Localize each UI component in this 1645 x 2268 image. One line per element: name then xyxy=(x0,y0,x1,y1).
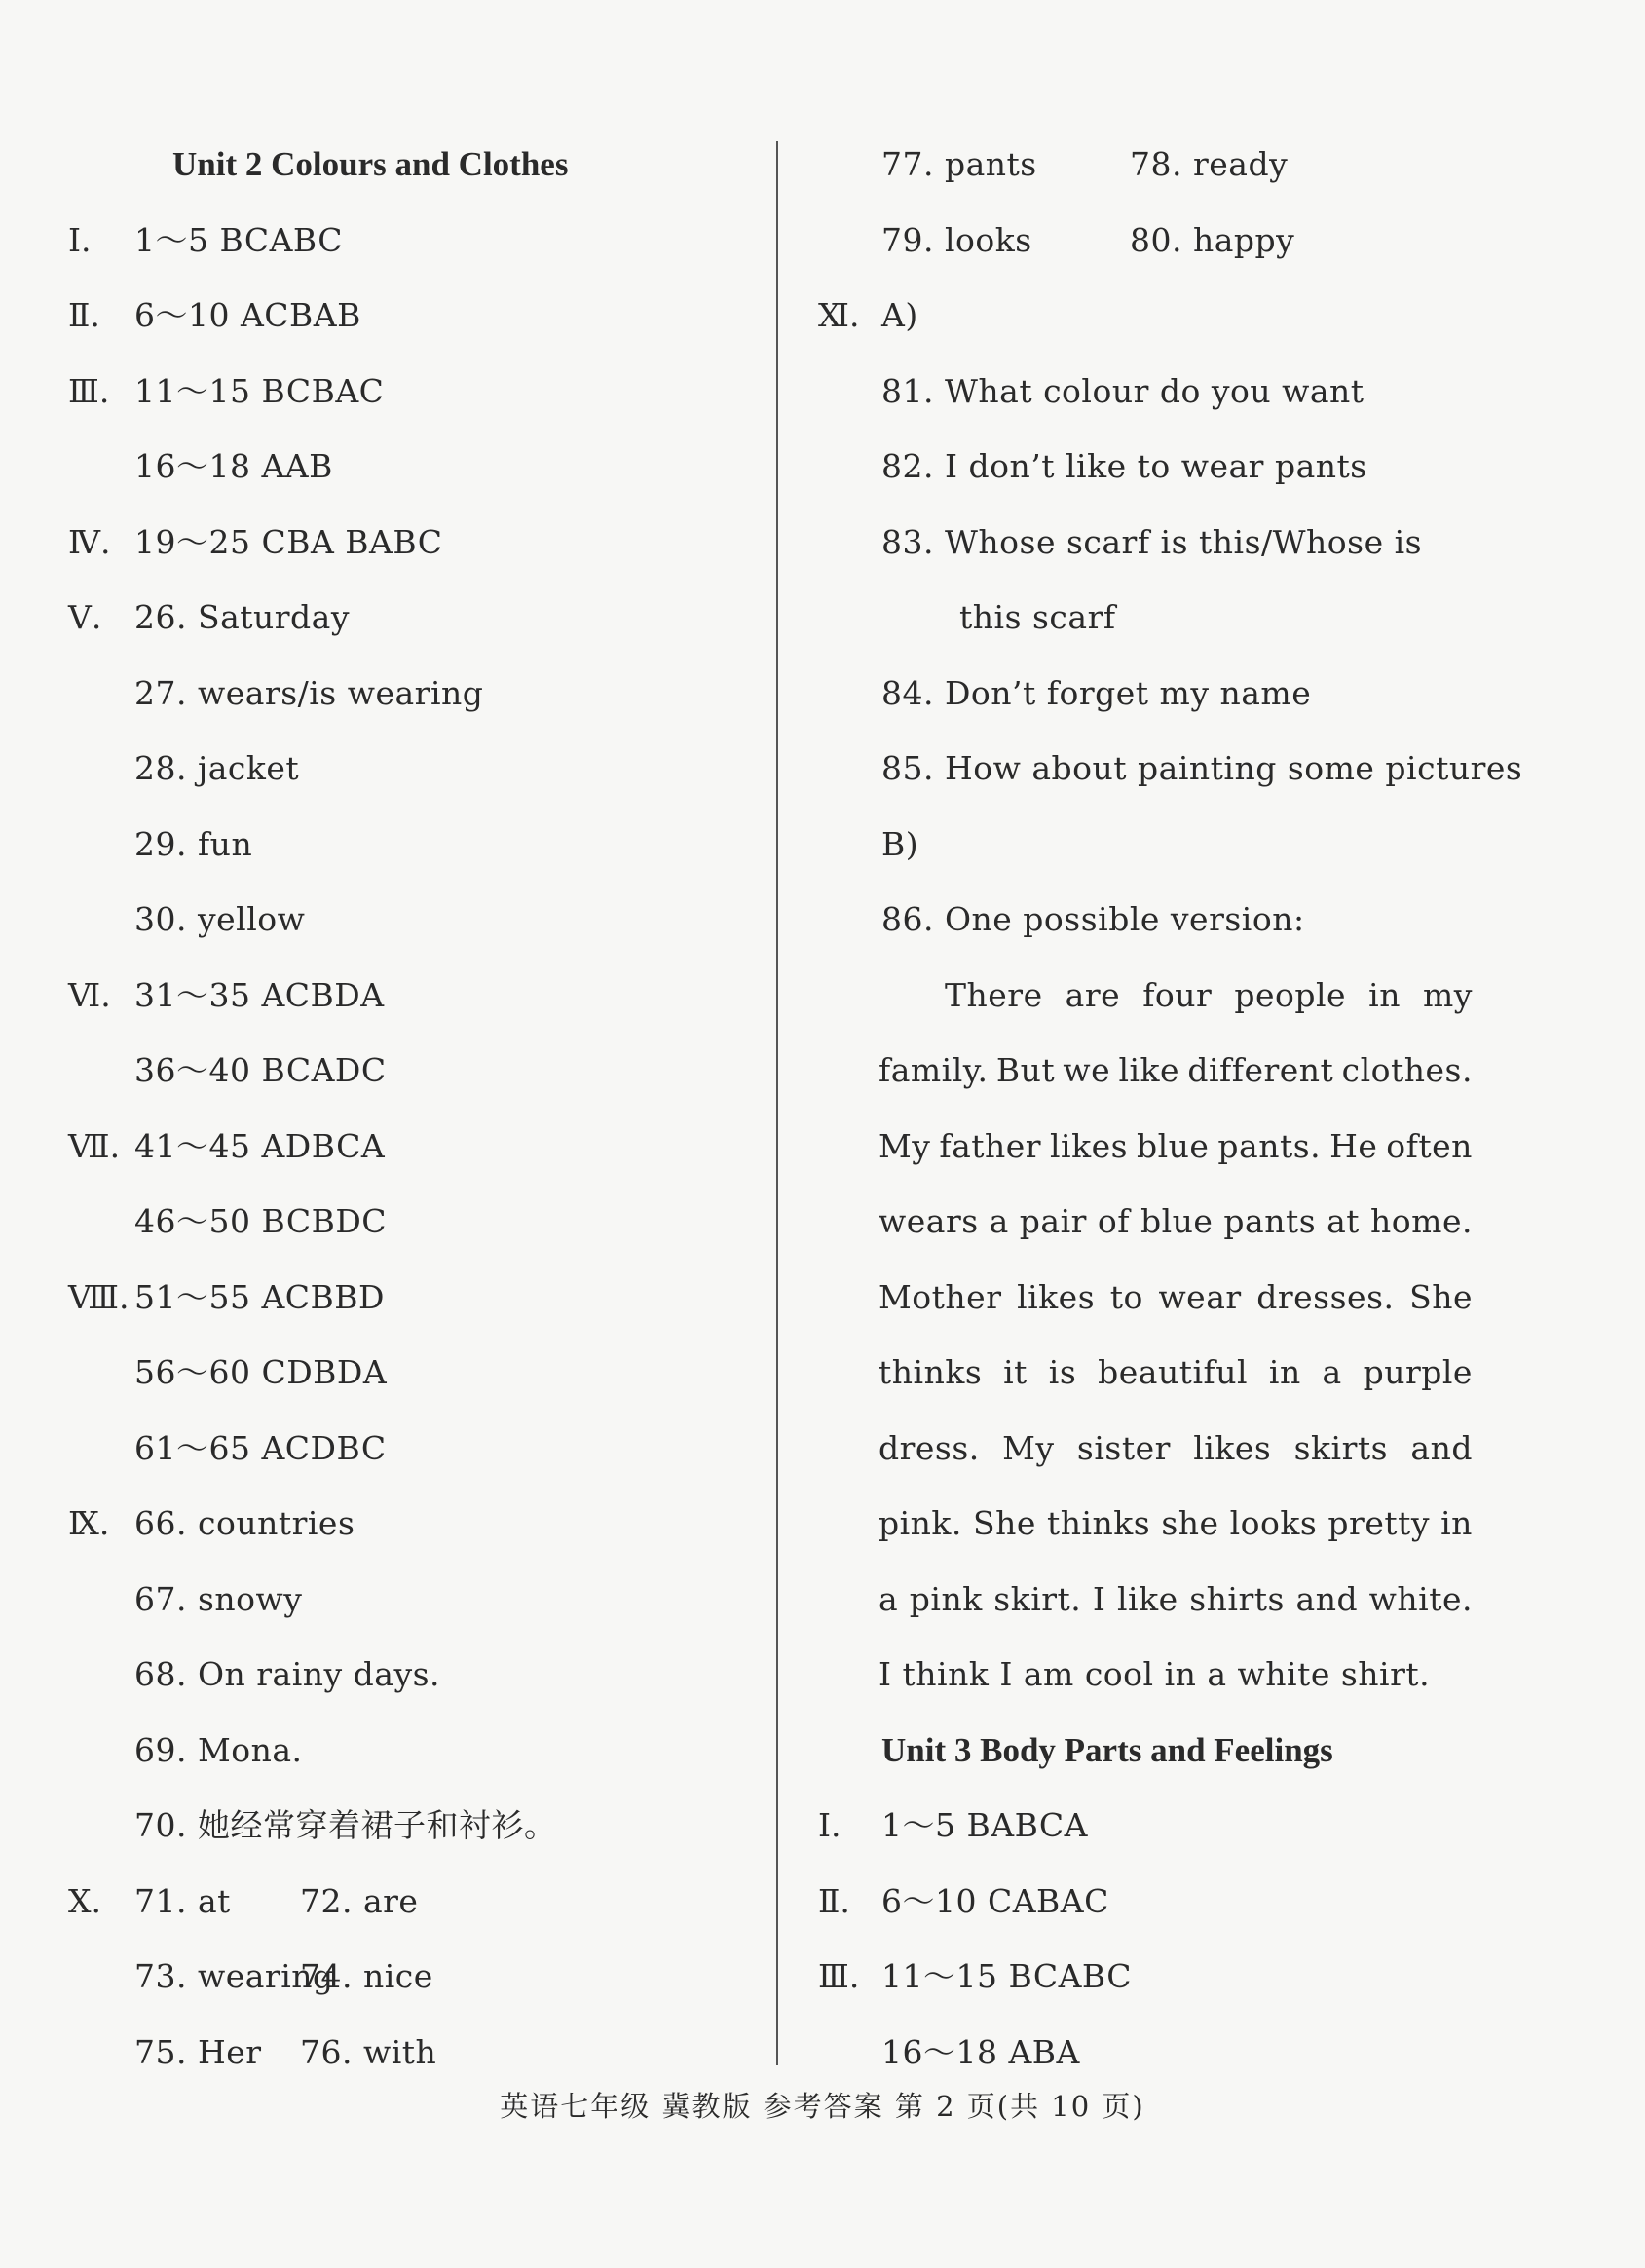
essay-word: pants xyxy=(1223,1202,1317,1240)
essay-word: to xyxy=(1109,1277,1143,1316)
sentence-answers xyxy=(818,354,1523,807)
answer-line xyxy=(68,1411,750,1487)
answer-line xyxy=(68,807,750,883)
answer-text: 1～5 BCABC xyxy=(134,220,344,259)
answer-pair-row xyxy=(818,203,1471,279)
section-roman: Ⅷ. xyxy=(68,1277,130,1316)
essay-word: shirts xyxy=(1189,1579,1285,1618)
essay-word: is xyxy=(1048,1353,1077,1391)
essay-word: in xyxy=(1440,1504,1473,1542)
left-column xyxy=(68,127,750,2090)
essay-line xyxy=(879,1033,1473,1109)
answer-text: 51～55 ACBBD xyxy=(134,1277,386,1316)
essay-word: There xyxy=(945,975,1043,1014)
page-footer: 英语七年级 冀教版 参考答案 第 2 页(共 10 页) xyxy=(500,2090,1145,2123)
essay-word: pretty xyxy=(1327,1504,1431,1542)
essay-word: skirts xyxy=(1293,1428,1389,1467)
sentence-answer: 84. Don’t forget my name xyxy=(881,673,1312,712)
essay-word: family. xyxy=(879,1051,989,1089)
left-answer-lines xyxy=(68,203,750,1864)
answer-line xyxy=(68,656,750,732)
essay-word: at xyxy=(1327,1202,1361,1240)
essay-word: wears xyxy=(879,1202,979,1240)
essay-word: likes xyxy=(1017,1277,1096,1316)
answer-a: 73. wearing xyxy=(134,1957,334,1995)
part-b-label: B) xyxy=(881,824,919,863)
answer-b: 74. nice xyxy=(300,1957,433,1995)
essay-word: thinks xyxy=(879,1353,983,1391)
answer-b: 76. with xyxy=(300,2032,437,2071)
answer-text: 68. On rainy days. xyxy=(134,1655,441,1693)
right-column xyxy=(818,127,1523,2090)
answer-text: 69. Mona. xyxy=(134,1730,303,1769)
sentence-answer: 83. Whose scarf is this/Whose is xyxy=(881,522,1423,561)
essay-line xyxy=(879,1184,1473,1260)
essay-word: blue xyxy=(1137,1126,1210,1165)
section-roman: Ⅰ. xyxy=(818,1806,841,1844)
essay-word: a xyxy=(879,1579,899,1618)
unit3-answer-lines xyxy=(818,1788,1471,2090)
answer-a: 71. at xyxy=(134,1881,231,1920)
answer-a: 79. looks xyxy=(881,220,1032,259)
essay-word: She xyxy=(1409,1277,1473,1316)
answer-line xyxy=(68,1109,750,1185)
answer-text: 36～40 BCADC xyxy=(134,1051,387,1089)
answer-text: 27. wears/is wearing xyxy=(134,673,484,712)
essay-word: I xyxy=(1092,1579,1106,1618)
essay-word: purple xyxy=(1363,1353,1473,1391)
answer-text: 6～10 ACBAB xyxy=(134,296,361,334)
essay-word: a xyxy=(989,1202,1009,1240)
section-roman: Ⅴ. xyxy=(68,598,102,636)
essay-line xyxy=(879,1637,1473,1713)
essay-word: my xyxy=(1423,975,1473,1014)
section-roman: Ⅹ. xyxy=(68,1881,101,1920)
section-xi-row xyxy=(818,278,1471,354)
essay-word: people xyxy=(1234,975,1347,1014)
essay-word: of xyxy=(1097,1202,1130,1240)
answer-pair-row xyxy=(818,127,1471,203)
section-roman: Ⅱ. xyxy=(818,1881,850,1920)
answer-line xyxy=(68,1637,750,1713)
sentence-answer: 85. How about painting some pictures xyxy=(881,749,1523,787)
answer-text: 29. fun xyxy=(134,824,253,863)
essay-word: father xyxy=(939,1126,1042,1165)
essay-word: pair xyxy=(1019,1202,1087,1240)
answer-line xyxy=(68,1713,750,1789)
answer-line xyxy=(68,203,750,279)
essay-intro: 86. One possible version: xyxy=(881,900,1305,938)
essay-line xyxy=(879,1562,1473,1638)
essay-word: different xyxy=(1187,1051,1334,1089)
answer-text: 16～18 ABA xyxy=(881,2032,1080,2071)
answer-b: 72. are xyxy=(300,1881,419,1920)
essay-line xyxy=(879,1486,1473,1562)
essay-word: home. xyxy=(1370,1202,1473,1240)
answer-pair-row xyxy=(68,2015,750,2091)
essay-word: four xyxy=(1142,975,1213,1014)
answer-line xyxy=(68,429,750,505)
essay-word: She xyxy=(973,1504,1036,1542)
right-answer-pairs xyxy=(818,127,1471,278)
answer-text: 31～35 ACBDA xyxy=(134,975,385,1014)
answer-line xyxy=(68,505,750,581)
answer-line xyxy=(68,278,750,354)
essay-word: He xyxy=(1329,1126,1378,1165)
answer-line xyxy=(68,1562,750,1638)
essay-word: pink xyxy=(909,1579,983,1618)
essay-word: it xyxy=(1003,1353,1028,1391)
essay-word: sister xyxy=(1076,1428,1171,1467)
essay-word: But xyxy=(995,1051,1056,1089)
section-xi-roman: Ⅺ. xyxy=(818,296,860,334)
essay-paragraph xyxy=(879,958,1473,1713)
essay-word: white. xyxy=(1368,1579,1473,1618)
essay-word: pants. xyxy=(1217,1126,1322,1165)
answer-text: 70. 她经常穿着裙子和衬衫。 xyxy=(134,1806,557,1844)
answer-line xyxy=(68,1184,750,1260)
answer-text: 61～65 ACDBC xyxy=(134,1428,387,1467)
sentence-answer: 81. What colour do you want xyxy=(881,371,1365,410)
answer-a: 77. pants xyxy=(881,145,1037,183)
essay-word: My xyxy=(879,1126,931,1165)
answer-line xyxy=(68,1033,750,1109)
essay-word: she xyxy=(1161,1504,1219,1542)
section-roman: Ⅶ. xyxy=(68,1126,121,1165)
essay-word: likes xyxy=(1050,1126,1129,1165)
section-roman: Ⅸ. xyxy=(68,1504,110,1542)
sentence-answer: this scarf xyxy=(959,598,1116,636)
answer-text: 1～5 BABCA xyxy=(881,1806,1089,1844)
essay-word: like xyxy=(1117,1579,1178,1618)
part-a-label: A) xyxy=(881,296,918,334)
answer-line xyxy=(68,354,750,430)
answer-line xyxy=(68,731,750,807)
answer-text: 11～15 BCABC xyxy=(881,1957,1133,1995)
answer-line xyxy=(818,1864,1471,1940)
essay-word: like xyxy=(1118,1051,1180,1089)
essay-word: pink. xyxy=(879,1504,962,1542)
unit2-heading: Unit 2 Colours and Clothes xyxy=(172,145,569,183)
unit3-heading: Unit 3 Body Parts and Feelings xyxy=(881,1730,1333,1769)
essay-word: we xyxy=(1063,1051,1111,1089)
answer-line xyxy=(818,1939,1471,2015)
essay-word: wear xyxy=(1158,1277,1242,1316)
essay-word: a xyxy=(1322,1353,1342,1391)
answer-text: 56～60 CDBDA xyxy=(134,1353,388,1391)
section-roman: Ⅳ. xyxy=(68,522,111,561)
essay-word: skirt. xyxy=(993,1579,1082,1618)
essay-word: clothes. xyxy=(1341,1051,1473,1089)
essay-word: are xyxy=(1065,975,1121,1014)
answer-text: 16～18 AAB xyxy=(134,447,333,485)
essay-word: in xyxy=(1368,975,1401,1014)
essay-word: thinks xyxy=(1046,1504,1151,1542)
answer-line xyxy=(68,882,750,958)
answer-line xyxy=(68,1486,750,1562)
section-roman: Ⅲ. xyxy=(818,1957,860,1995)
section-roman: Ⅲ. xyxy=(68,371,110,410)
section-roman: Ⅵ. xyxy=(68,975,111,1014)
essay-line xyxy=(879,1109,1473,1185)
answer-pair-row xyxy=(68,1864,750,1940)
essay-line xyxy=(879,1411,1473,1487)
essay-word: My xyxy=(1002,1428,1055,1467)
answer-text: 46～50 BCBDC xyxy=(134,1202,388,1240)
answer-text: 30. yellow xyxy=(134,900,306,938)
answer-line xyxy=(818,1788,1471,1864)
essay-line xyxy=(879,1335,1473,1411)
section-roman: Ⅰ. xyxy=(68,220,92,259)
answer-text: 19～25 CBA BABC xyxy=(134,522,443,561)
answer-text: 26. Saturday xyxy=(134,598,350,636)
sentence-answer: 82. I don’t like to wear pants xyxy=(881,447,1367,485)
essay-word: often xyxy=(1386,1126,1473,1165)
essay-word: blue xyxy=(1140,1202,1214,1240)
answer-line xyxy=(68,580,750,656)
answer-text: 11～15 BCBAC xyxy=(134,371,385,410)
answer-b: 80. happy xyxy=(1130,220,1295,259)
essay-word: likes xyxy=(1193,1428,1272,1467)
answer-text: 66. countries xyxy=(134,1504,355,1542)
column-divider xyxy=(776,141,778,2065)
answer-line xyxy=(68,1335,750,1411)
answer-line xyxy=(68,958,750,1034)
left-answer-pairs xyxy=(68,1864,750,2091)
essay-word: dress. xyxy=(879,1428,980,1467)
answer-a: 75. Her xyxy=(134,2032,262,2071)
section-roman: Ⅱ. xyxy=(68,296,100,334)
answer-line xyxy=(68,1260,750,1336)
essay-line xyxy=(879,1260,1473,1336)
essay-word: beautiful xyxy=(1098,1353,1249,1391)
answer-text: 41～45 ADBCA xyxy=(134,1126,386,1165)
essay-word: and xyxy=(1295,1579,1359,1618)
essay-word: Mother xyxy=(879,1277,1002,1316)
essay-word: in xyxy=(1268,1353,1301,1391)
answer-text: 6～10 CABAC xyxy=(881,1881,1109,1920)
answer-line xyxy=(68,1788,750,1864)
essay-word: dresses. xyxy=(1256,1277,1395,1316)
essay-word: looks xyxy=(1229,1504,1318,1542)
answer-pair-row xyxy=(68,1939,750,2015)
answer-b: 78. ready xyxy=(1130,145,1289,183)
essay-line xyxy=(879,958,1473,1034)
answer-text: 28. jacket xyxy=(134,749,300,787)
answer-line xyxy=(818,2015,1471,2091)
essay-word: and xyxy=(1410,1428,1473,1467)
answer-text: 67. snowy xyxy=(134,1579,303,1618)
essay-text: I think I am cool in a white shirt. xyxy=(879,1655,1431,1693)
